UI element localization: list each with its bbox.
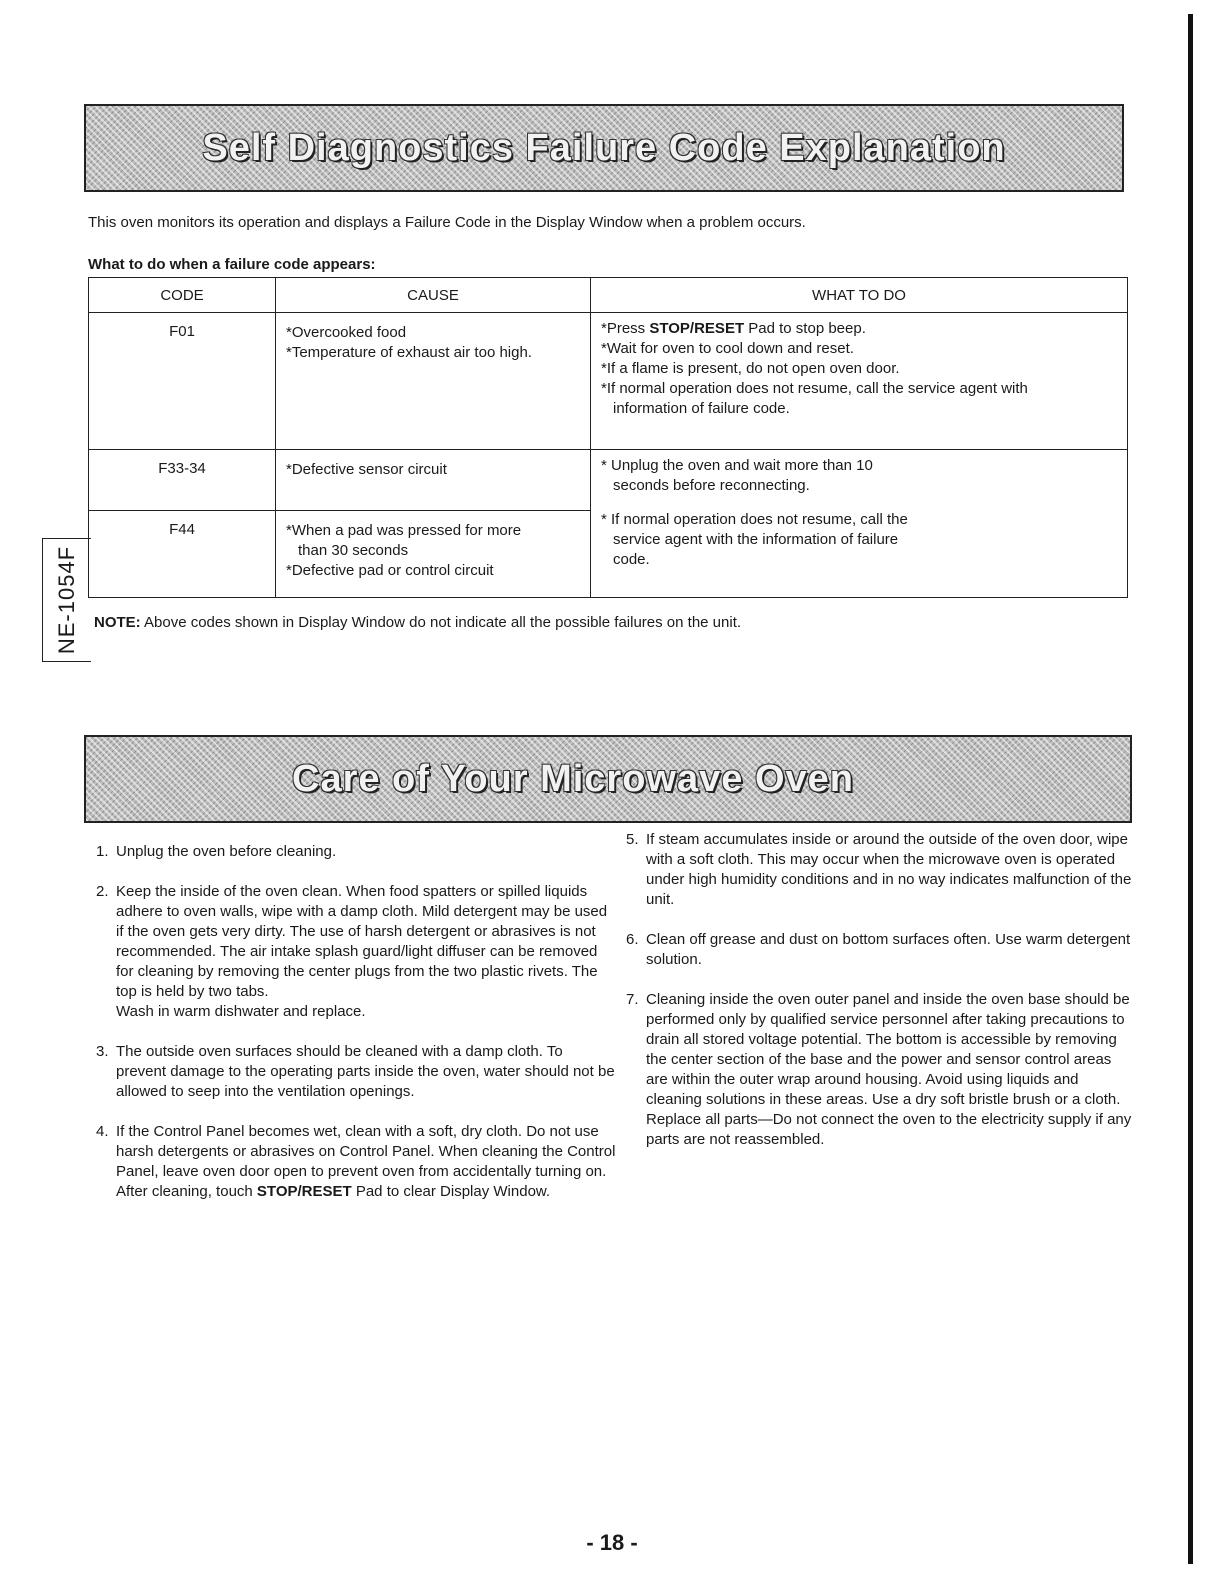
model-number-tab	[42, 538, 91, 662]
table-row	[89, 450, 1128, 511]
item-text: Clean off grease and dust on bottom surfaces often. Use warm detergent solution.	[646, 931, 1131, 968]
item-text: If the Control Panel becomes wet, clean with a soft, dry cloth. Do not use harsh detergents or abrasives on Control Panel. When cleaning the Control Panel, leave oven door open to prevent oven from accidentally turning on. After cleaning, touch STOP/RESET Pad to clear Display Window.	[116, 1123, 616, 1200]
cause-line: than 30 seconds	[298, 542, 409, 559]
section-banner-care	[84, 735, 1132, 823]
cause-cell	[276, 511, 591, 598]
cause-line: *Defective pad or control circuit	[286, 562, 494, 579]
cause-line: *When a pad was pressed for more	[286, 522, 522, 539]
header-cause: CAUSE	[276, 278, 591, 313]
note-paragraph	[94, 614, 741, 631]
item-number: 5.	[626, 831, 639, 848]
header-what-to-do: WHAT TO DO	[591, 278, 1128, 313]
table-header-row	[89, 278, 1128, 313]
section-banner-diagnostics	[84, 104, 1124, 192]
list-item	[96, 1042, 616, 1102]
page-number: - 18 -	[586, 1530, 638, 1555]
care-column-right	[626, 830, 1136, 1170]
list-item	[626, 990, 1136, 1150]
todo-line: *If normal operation does not resume, call the service agent with	[601, 380, 1028, 397]
failure-code-table	[88, 277, 1128, 598]
item-text: The outside oven surfaces should be cleaned with a damp cloth. To prevent damage to the operating parts inside the oven, water should not be allowed to seep into the ventilation openings.	[116, 1043, 615, 1100]
item-text: Unplug the oven before cleaning.	[116, 843, 337, 860]
todo-line: * If normal operation does not resume, call the	[601, 511, 908, 528]
intro-paragraph: This oven monitors its operation and displays a Failure Code in the Display Window when a problem occurs.	[88, 214, 806, 231]
todo-line: *Wait for oven to cool down and reset.	[601, 340, 854, 357]
header-code: CODE	[89, 278, 276, 313]
todo-line: seconds before reconnecting.	[613, 477, 810, 494]
table-row	[89, 313, 1128, 450]
todo-line: *If a flame is present, do not open oven door.	[601, 360, 900, 377]
cause-cell	[276, 450, 591, 511]
item-number: 2.	[96, 883, 109, 900]
todo-line: code.	[613, 551, 650, 568]
table-subheading: What to do when a failure code appears:	[88, 256, 376, 273]
note-label: NOTE:	[94, 614, 141, 631]
cause-line: *Temperature of exhaust air too high.	[286, 344, 532, 361]
section-title-diagnostics: Self Diagnostics Failure Code Explanation	[202, 126, 1006, 169]
item-text: Cleaning inside the oven outer panel and inside the oven base should be performed only by qualified service personnel after taking precautions to drain all stored voltage potential. The bottom is accessible by removing the center section of the base and the power and sensor control areas are within the outer wrap around housing. Avoid using liquids and cleaning solutions in these areas. Use a dry soft bristle brush or a cloth. Replace all parts—Do not connect the oven to the electricity supply if any parts are not reassembled.	[646, 991, 1132, 1148]
list-item	[626, 930, 1136, 970]
item-number: 3.	[96, 1043, 109, 1060]
item-number: 1.	[96, 843, 109, 860]
todo-line: service agent with the information of failure	[613, 531, 899, 548]
list-item	[96, 882, 616, 1022]
list-item	[96, 1122, 616, 1202]
code-cell: F01	[89, 313, 276, 450]
todo-line: *Press STOP/RESET Pad to stop beep.	[601, 320, 866, 337]
todo-line: information of failure code.	[613, 400, 790, 417]
item-number: 6.	[626, 931, 639, 948]
code-cell: F44	[89, 511, 276, 598]
care-column-left	[96, 842, 616, 1222]
cause-line: *Defective sensor circuit	[286, 461, 447, 478]
stop-reset-label: STOP/RESET	[256, 1183, 352, 1200]
list-item	[96, 842, 616, 862]
item-text: If steam accumulates inside or around the outside of the oven door, wipe with a soft cloth. This may occur when the microwave oven is operated under high humidity conditions and in no way indicates malfunction of the unit.	[646, 831, 1132, 908]
item-number: 4.	[96, 1123, 109, 1140]
item-text: Keep the inside of the oven clean. When food spatters or spilled liquids adhere to oven walls, wipe with a damp cloth. Mild detergent may be used if the oven gets very dirty. The use of harsh detergent or abrasives is not recommended. The air intake splash guard/light diffuser can be removed for cleaning by removing the center plugs from the two plastic rivets. The top is held by two tabs. Wash in warm dishwater and replace.	[116, 883, 608, 1020]
model-number: NE-1054F	[54, 545, 79, 655]
note-text: Above codes shown in Display Window do not indicate all the possible failures on the unit.	[140, 614, 742, 631]
page-edge-rule	[1188, 14, 1193, 1564]
section-title-care: Care of Your Microwave Oven	[292, 757, 854, 800]
todo-cell	[591, 313, 1128, 450]
stop-reset-label: STOP/RESET	[649, 320, 745, 337]
todo-cell	[591, 450, 1128, 598]
item-number: 7.	[626, 991, 639, 1008]
cause-line: *Overcooked food	[286, 324, 407, 341]
code-cell: F33-34	[89, 450, 276, 511]
list-item	[626, 830, 1136, 910]
cause-cell	[276, 313, 591, 450]
todo-line: * Unplug the oven and wait more than 10	[601, 457, 873, 474]
